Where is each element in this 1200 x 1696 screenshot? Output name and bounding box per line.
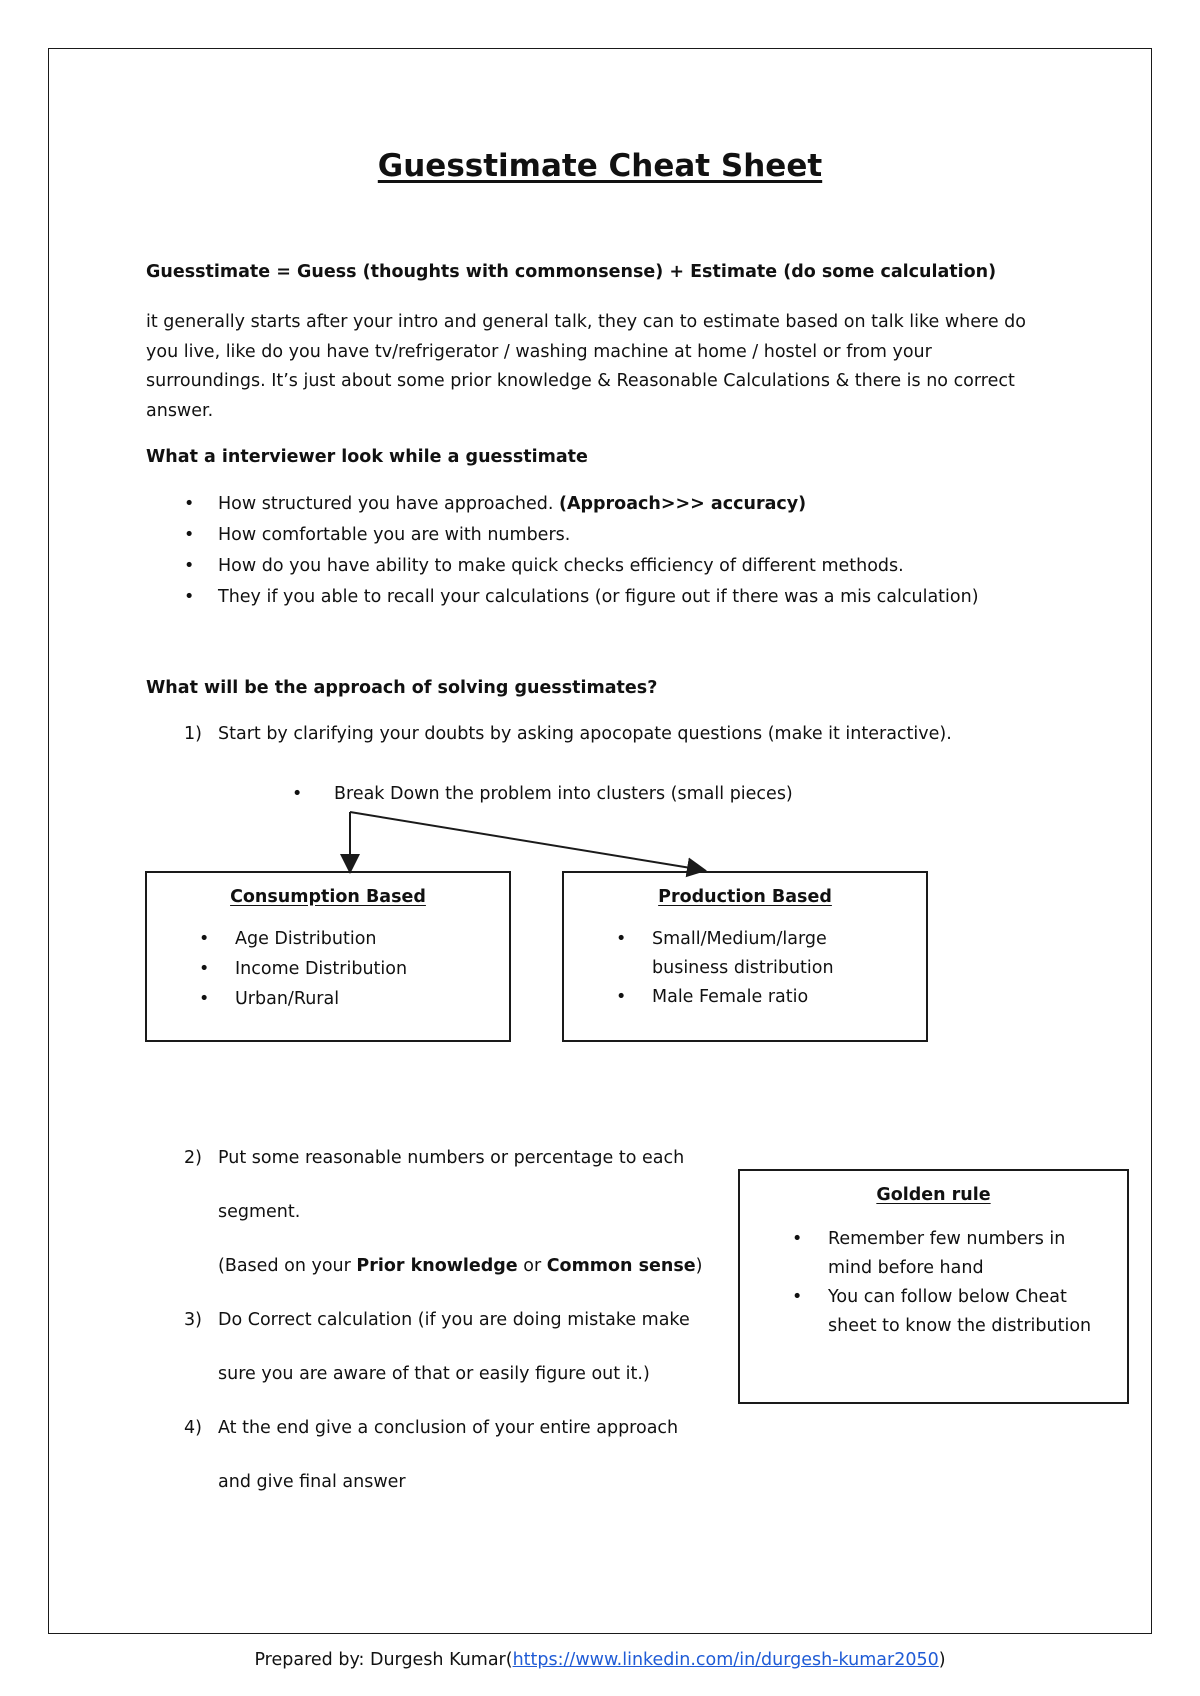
approach-heading: What will be the approach of solving guesstimates? bbox=[146, 678, 658, 698]
golden-rule-title: Golden rule bbox=[876, 1185, 991, 1205]
list-item-text: How do you have ability to make quick checks efficiency of different methods. bbox=[218, 556, 904, 576]
footer-suffix: ) bbox=[938, 1650, 946, 1670]
note-text: or bbox=[517, 1256, 547, 1276]
production-box-title: Production Based bbox=[658, 887, 832, 907]
intro-line: answer. bbox=[146, 400, 214, 421]
step-3-line: sure you are aware of that or easily figure out it.) bbox=[218, 1364, 650, 1384]
list-item-text: mind before hand bbox=[828, 1258, 984, 1278]
list-item-text: Income Distribution bbox=[235, 959, 408, 979]
footer bbox=[0, 1650, 1200, 1670]
step-number: 2) bbox=[184, 1148, 202, 1168]
list-item-text: Urban/Rural bbox=[235, 989, 340, 1009]
bullet-icon: • bbox=[792, 1287, 803, 1307]
linkedin-link[interactable]: https://www.linkedin.com/in/durgesh-kumar2050 bbox=[512, 1650, 939, 1670]
list-item-text: Remember few numbers in bbox=[828, 1229, 1066, 1249]
bullet-icon: • bbox=[616, 987, 627, 1007]
list-item-text: Small/Medium/large bbox=[652, 929, 827, 949]
bullet-icon: • bbox=[184, 494, 195, 514]
note-bold: Prior knowledge bbox=[356, 1256, 518, 1276]
bullet-icon: • bbox=[199, 989, 210, 1009]
arrow-to-production bbox=[350, 812, 703, 870]
golden-rule-box bbox=[738, 1169, 1129, 1404]
footer-prefix: Prepared by: Durgesh Kumar( bbox=[254, 1650, 513, 1670]
bullet-icon: • bbox=[199, 959, 210, 979]
list-item-text: They if you able to recall your calculations (or figure out if there was a mis calculation) bbox=[218, 587, 979, 607]
step-2-line: segment. bbox=[218, 1202, 301, 1222]
bullet-icon: • bbox=[184, 587, 195, 607]
consumption-box bbox=[145, 871, 511, 1042]
note-text: (Based on your bbox=[218, 1256, 357, 1276]
step-2-note bbox=[218, 1256, 702, 1276]
interviewer-heading: What a interviewer look while a guesstimate bbox=[146, 447, 588, 467]
step-number: 4) bbox=[184, 1418, 202, 1438]
bullet-icon: • bbox=[184, 525, 195, 545]
list-item-text: You can follow below Cheat bbox=[828, 1287, 1067, 1307]
list-item-text: How structured you have approached. bbox=[218, 494, 559, 514]
bullet-icon: • bbox=[616, 929, 627, 949]
intro-line: you live, like do you have tv/refrigerator / washing machine at home / hostel or from your bbox=[146, 341, 932, 362]
step-2-line: Put some reasonable numbers or percentage to each bbox=[218, 1148, 685, 1168]
bullet-icon: • bbox=[792, 1229, 803, 1249]
bullet-icon: • bbox=[292, 784, 303, 804]
step-4-line: and give final answer bbox=[218, 1472, 406, 1492]
step-4-line: At the end give a conclusion of your entire approach bbox=[218, 1418, 679, 1438]
list-item-bold: (Approach>>> accuracy) bbox=[558, 494, 807, 514]
page-title: Guesstimate Cheat Sheet bbox=[377, 148, 823, 184]
list-item-text: Male Female ratio bbox=[652, 987, 809, 1007]
production-box bbox=[562, 871, 928, 1042]
intro-line: surroundings. It’s just about some prior knowledge & Reasonable Calculations & there is no correct bbox=[146, 371, 1015, 391]
step-1-text: Start by clarifying your doubts by asking apocopate questions (make it interactive). bbox=[218, 724, 952, 744]
list-item-text: Age Distribution bbox=[235, 929, 377, 949]
breakdown-text: Break Down the problem into clusters (small pieces) bbox=[334, 784, 793, 804]
bullet-icon: • bbox=[184, 556, 195, 576]
bullet-icon: • bbox=[199, 929, 210, 949]
definition-line: Guesstimate = Guess (thoughts with commonsense) + Estimate (do some calculation) bbox=[146, 262, 997, 282]
list-item-text: sheet to know the distribution bbox=[828, 1316, 1092, 1336]
list-item-text: How comfortable you are with numbers. bbox=[218, 525, 571, 545]
note-text: ) bbox=[695, 1256, 703, 1276]
intro-line: it generally starts after your intro and general talk, they can to estimate based on talk like where do bbox=[146, 312, 1026, 332]
note-bold: Common sense bbox=[546, 1256, 696, 1276]
step-3-line: Do Correct calculation (if you are doing mistake make bbox=[218, 1310, 690, 1330]
step-number: 3) bbox=[184, 1310, 202, 1330]
consumption-box-title: Consumption Based bbox=[230, 887, 426, 907]
step-number: 1) bbox=[184, 724, 202, 744]
list-item-text: business distribution bbox=[652, 958, 834, 978]
